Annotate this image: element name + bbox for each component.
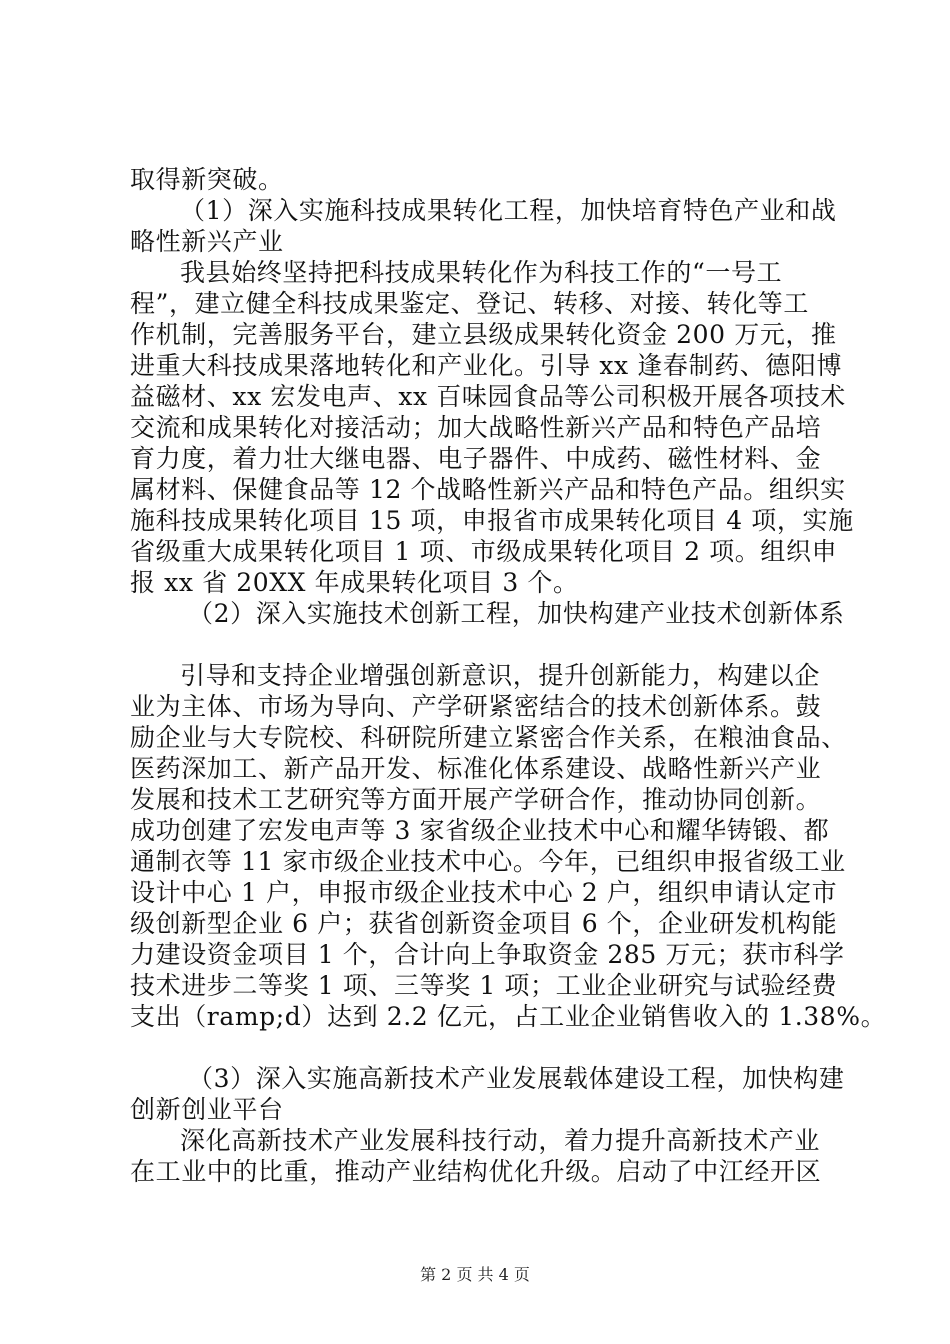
section-heading-3-cont: 创新创业平台: [130, 1095, 284, 1124]
section-heading-1-cont: 略性新兴产业: [130, 227, 284, 256]
paragraph-line: 通制衣等 11 家市级企业技术中心。今年，已组织申报省级工业: [130, 847, 846, 876]
paragraph-line: 作机制，完善服务平台，建立县级成果转化资金 200 万元，推: [130, 320, 837, 349]
paragraph-line: 技术进步二等奖 1 项、三等奖 1 项；工业企业研究与试验经费: [130, 971, 838, 1000]
paragraph-line: 级创新型企业 6 户；获省创新资金项目 6 个，企业研发机构能: [130, 909, 838, 938]
section-heading-1: （1）深入实施科技成果转化工程，加快培育特色产业和战: [180, 196, 837, 225]
paragraph-line: 报 xx 省 20XX 年成果转化项目 3 个。: [130, 568, 579, 597]
paragraph-line: 业为主体、市场为导向、产学研紧密结合的技术创新体系。鼓: [130, 692, 822, 721]
document-body: [130, 164, 887, 1187]
paragraph-line: 引导和支持企业增强创新意识，提升创新能力，构建以企: [180, 661, 821, 690]
paragraph-line: 医药深加工、新产品开发、标准化体系建设、战略性新兴产业: [130, 754, 822, 783]
paragraph-line: 设计中心 1 户，申报市级企业技术中心 2 户，组织申请认定市: [130, 878, 838, 907]
paragraph-line: 支出（ramp;d）达到 2.2 亿元，占工业企业销售收入的 1.38%。: [130, 1002, 887, 1031]
blank-line: [130, 1032, 830, 1063]
paragraph-line: 益磁材、xx 宏发电声、xx 百味园食品等公司积极开展各项技术: [130, 382, 846, 411]
blank-line: [130, 629, 830, 660]
paragraph-line: 程”，建立健全科技成果鉴定、登记、转移、对接、转化等工: [130, 289, 809, 318]
page-number-footer: 第 2 页 共 4 页: [420, 1265, 530, 1284]
paragraph-line: 励企业与大专院校、科研院所建立紧密合作关系，在粮油食品、: [130, 723, 847, 752]
paragraph-line: 发展和技术工艺研究等方面开展产学研合作，推动协同创新。: [130, 785, 822, 814]
paragraph-line: 进重大科技成果落地转化和产业化。引导 xx 逢春制药、德阳博: [130, 351, 843, 380]
paragraph-line: 我县始终坚持把科技成果转化作为科技工作的“一号工: [180, 258, 783, 287]
paragraph-line: 在工业中的比重，推动产业结构优化升级。启动了中江经开区: [130, 1157, 822, 1186]
paragraph-line: 成功创建了宏发电声等 3 家省级企业技术中心和耀华铸锻、都: [130, 816, 830, 845]
paragraph-line: 取得新突破。: [130, 165, 284, 194]
paragraph-line: 属材料、保健食品等 12 个战略性新兴产品和特色产品。组织实: [130, 475, 846, 504]
paragraph-line: 深化高新技术产业发展科技行动，着力提升高新技术产业: [180, 1126, 821, 1155]
paragraph-line: 交流和成果转化对接活动；加大战略性新兴产品和特色产品培: [130, 413, 822, 442]
section-heading-3: （3）深入实施高新技术产业发展载体建设工程，加快构建: [188, 1064, 845, 1093]
paragraph-line: 力建设资金项目 1 个，合计向上争取资金 285 万元；获市科学: [130, 940, 845, 969]
paragraph-line: 施科技成果转化项目 15 项，申报省市成果转化项目 4 项，实施: [130, 506, 854, 535]
paragraph-line: 育力度，着力壮大继电器、电子器件、中成药、磁性材料、金: [130, 444, 822, 473]
section-heading-2: （2）深入实施技术创新工程，加快构建产业技术创新体系: [188, 599, 845, 628]
paragraph-line: 省级重大成果转化项目 1 项、市级成果转化项目 2 项。组织申: [130, 537, 838, 566]
